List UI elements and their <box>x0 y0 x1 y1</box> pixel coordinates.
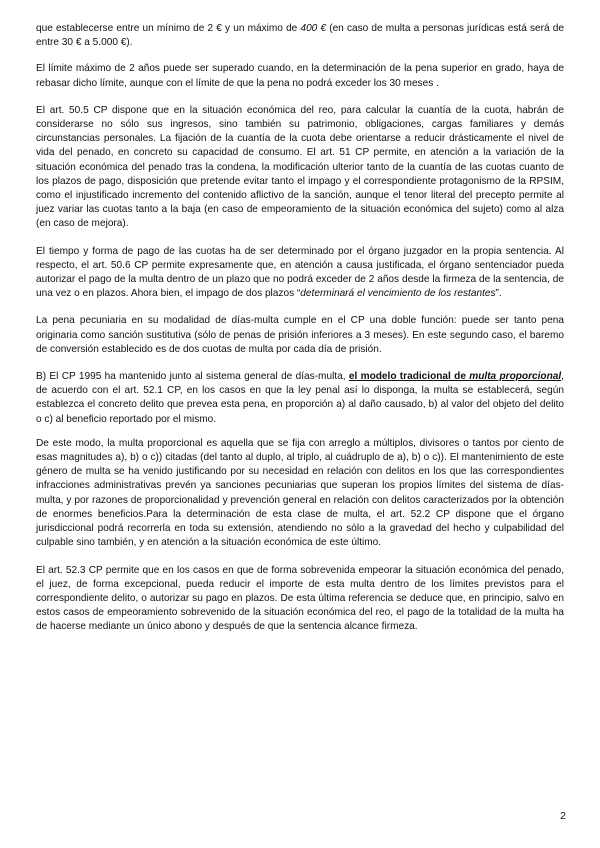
paragraph-6: B) El CP 1995 ha mantenido junto al sistema general de días-multa, el modelo tradicional de multa proporcional, de acuerdo con el art. 52.1 CP, en los casos en que la ley penal así lo disponga, la multa se establecerá, según establezca el concreto delito que prevea esta pena, en proporción a) al daño causado, b) al valor del objeto del delito o c) al beneficio reportado por el mismo. <box>36 371 564 425</box>
paragraph-5: La pena pecuniaria en su modalidad de días-multa cumple en el CP una doble función: puede ser tanto pena originaria como sanción sustitutiva (sólo de penas de prisión inferiores a 3 meses). En este segundo caso, el baremo de conversión establecido es de dos cuotas de multa por cada día de prisión. <box>36 315 564 355</box>
paragraph-7: De este modo, la multa proporcional es aquella que se fija con arreglo a múltiplos, divisores o tantos por ciento de esas magnitudes a), b) o c)) citadas (del tanto al duplo, al triplo, al cuádruplo de a), b) o c)). El mantenimiento de este género de multa se ha venido justificando por su necesidad en relación con delitos en los que las correspondientes infracciones administrativas prevén ya sanciones pecuniarias que superan los propios límites del sistema de días-multa, y por razones de proporcionalidad y prevención general en relación con delitos caracterizados por la obtención de enormes beneficios.Para la determinación de esta clase de multa, el art. 52.2 CP dispone que el órgano jurisdiccional podrá recorrerla en toda su extensión, atendiendo no sólo a la gravedad del hecho y culpabilidad del culpable sino también, y en atención a la situación económica de este último. <box>36 437 564 549</box>
paragraph-1: que establecerse entre un mínimo de 2 € y un máximo de 400 € (en caso de multa a personas jurídicas está será de entre 30 € a 5.000 €). <box>36 23 565 49</box>
paragraph-8: El art. 52.3 CP permite que en los casos en que de forma sobrevenida empeorar la situación económica del penado, el juez, de forma excepcional, pueda reducir el importe de esta multa dentro de los límites previstos para el correspondiente delito, o autorizar su pago en plazos. De esta última referencia se deduce que, en principio, salvo en estos casos de empeoramiento sobrevenido de la situación económica del reo, el pago de la totalidad de la multa ha de hacerse mediante un único abono y después de que la sentencia alcance firmeza. <box>36 564 564 633</box>
document-page <box>36 22 564 648</box>
underlined-phrase: el modelo tradicional de multa proporcional <box>348 371 562 383</box>
paragraph-4: El tiempo y forma de pago de las cuotas ha de ser determinado por el órgano juzgador en la propia sentencia. Al respecto, el art. 50.6 CP permite expresamente que, en atención a causa justificada, el órgano sentenciador pueda autorizar el pago de la multa dentro de un plazo que no podrá exceder de 2 años desde la firmeza de la sentencia, de una vez o en plazos. Ahora bien, el impago de dos plazos “determinará el vencimiento de los restantes”. <box>36 245 564 300</box>
paragraph-2: El límite máximo de 2 años puede ser superado cuando, en la determinación de la pena superior en grado, haya de rebasar dicho límite, aunque con el límite de que la pena no podrá exceder los 30 meses . <box>36 63 564 89</box>
paragraph-3: El art. 50.5 CP dispone que en la situación económica del reo, para calcular la cuantía de la cuota, habrán de considerarse no sólo sus ingresos, sino también su patrimonio, obligaciones, cargas familiares y demás circunstancias personales. La fijación de la cuantía de la cuota debe orientarse a reducir drásticamente el nivel de vida del penado, en concreto su capacidad de consumo. El art. 51 CP permite, en atención a la variación de la situación económica del penado tras la condena, la modificación ulterior tanto de la cuantía de las cuotas cuanto de los plazos de pago, disposición que pretende evitar tanto el impago y el correspondiente protagonismo de la RPSIM, como el injustificado incremento del contenido aflictivo de la sanción, aunque el tenor literal del precepto permite al juez variar las cuotas tanto a la baja (en caso de empeoramiento de la situación económica del sujeto) como al alza (en caso de mejora). <box>36 104 564 230</box>
page-number: 2 <box>560 810 566 822</box>
